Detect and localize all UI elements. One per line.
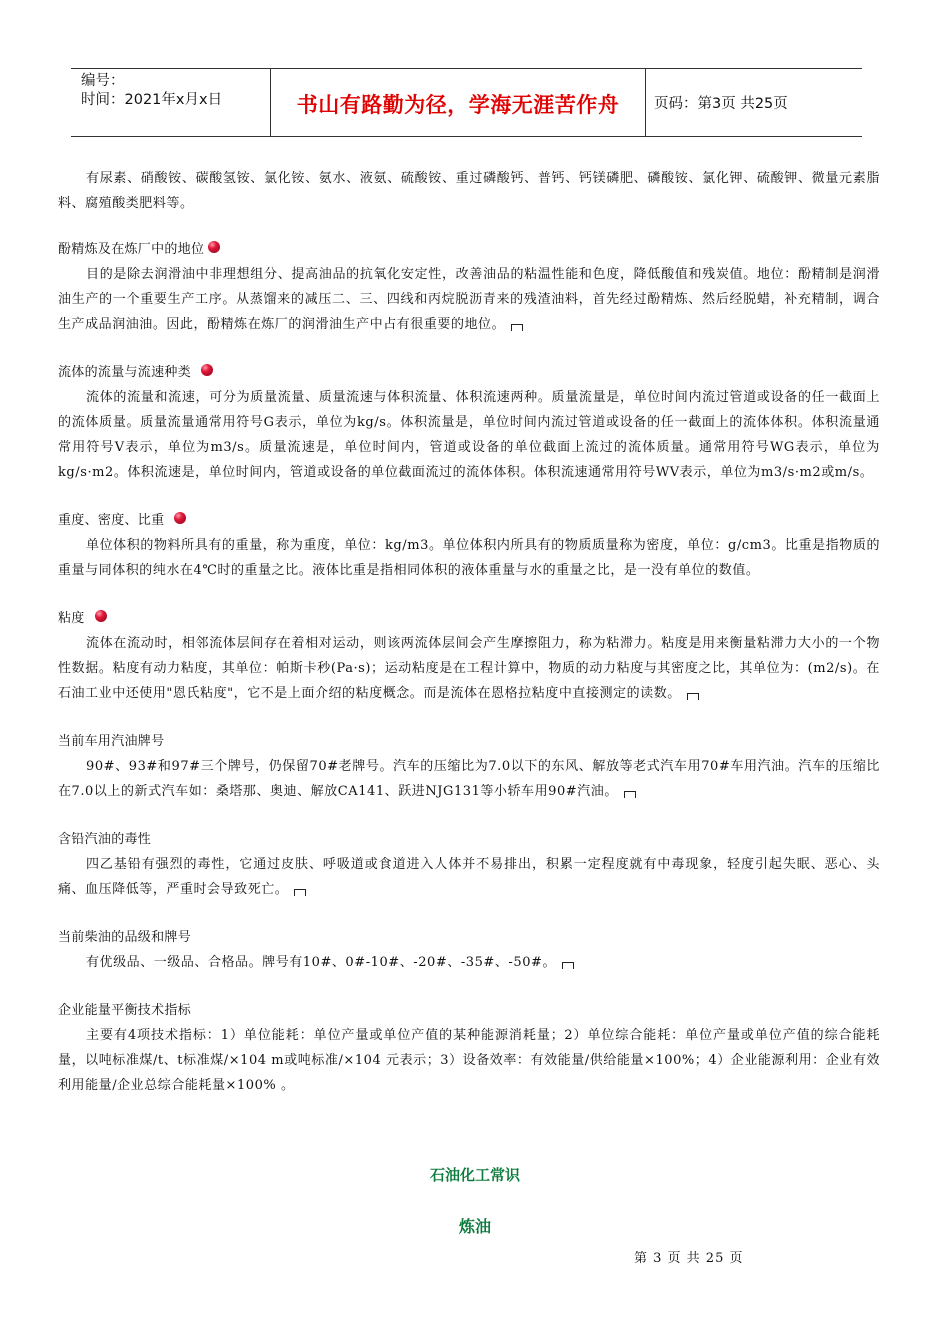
section-title: 企业能量平衡技术指标	[58, 1003, 192, 1018]
section-body: 流体在流动时，相邻流体层间存在着相对运动，则该两流体层间会产生摩擦阻力，称为粘滞力。粘度是用来衡量粘滞力大小的一个物性数据。粘度有动力粘度，其单位：帕斯卡秒(Pa·s)；运动粘度是在工程计算中，物质的动力粘度与其密度之比，其单位为：(m2/s)。在石油工业中还使用"恩氏粘度"，它不是上面介绍的粘度概念。而是流体在恩格拉粘度中直接测定的读数。	[58, 636, 880, 701]
document-body	[58, 166, 880, 1098]
section-heading	[58, 360, 880, 385]
main-heading: 石油化工常识	[429, 1166, 520, 1184]
number-label: 编号：	[81, 73, 125, 89]
section-body: 有优级品、一级品、合格品。牌号有10#、0#-10#、-20#、-35#、-50#。	[58, 950, 880, 975]
header-motto: 书山有路勤为径，学海无涯苦作舟	[271, 69, 646, 136]
red-bullet-icon	[201, 364, 213, 376]
section-body: 目的是除去润滑油中非理想组分、提高油品的抗氧化安定性，改善油品的粘温性能和色度，降低酸值和残炭值。地位：酚精制是润滑油生产的一个重要生产工序。从蒸馏来的减压二、三、四线和丙烷脱沥青来的残渣油料，首先经过酚精炼、然后经脱蜡，补充精制，调合生产成品润油油。因此，酚精炼在炼厂的润滑油生产中占有很重要的地位。	[58, 267, 880, 332]
red-bullet-icon	[174, 512, 186, 524]
section-body: 四乙基铅有强烈的毒性，它通过皮肤、呼吸道或食道进入人体并不易排出，积累一定程度就有中毒现象，轻度引起失眠、恶心、头痛、血压降低等，严重时会导致死亡。	[58, 857, 880, 897]
section-title: 流体的流量与流速种类	[58, 365, 192, 380]
red-bullet-icon	[95, 610, 107, 622]
header-page-label: 页码：第3页 共25页	[654, 96, 788, 112]
section-body: 流体的流量和流速，可分为质量流量、质量流速与体积流量、体积流速两种。质量流量是，单位时间内流过管道或设备的任一截面上的流体质量。质量流量通常用符号G表示，单位为kg/s。体积流量是，单位时间内流过管道或设备的任一截面上的流体体积。体积流量通常用符号V表示，单位为m3/s。质量流速是，单位时间内，管道或设备的单位截面上流过的流体质量。通常用符号WG表示，单位为kg/s·m2。体积流速是，单位时间内，管道或设备的单位截面流过的流体体积。体积流速通常用符号WV表示，单位为m3/s·m2或m/s。	[58, 390, 880, 480]
section-title: 重度、密度、比重	[58, 513, 165, 528]
section-heading	[58, 998, 880, 1023]
return-mark-icon	[511, 324, 523, 331]
time-label: 时间：2021年x月x日	[81, 92, 223, 108]
section-title: 含铅汽油的毒性	[58, 832, 152, 847]
red-bullet-icon	[208, 241, 220, 253]
section-body: 主要有4项技术指标：1）单位能耗：单位产量或单位产值的某种能源消耗量；2）单位综合能耗：单位产量或单位产值的综合能耗量，以吨标准煤/t、t标准煤/×104 m或吨标准/×104 元表示；3）设备效率：有效能量/供给能量×100%；4）企业能源利用：企业有效利用能量/企业总综合能耗量×100% 。	[58, 1028, 880, 1093]
sub-heading: 炼油	[458, 1217, 491, 1236]
return-mark-icon	[624, 791, 636, 798]
return-mark-icon	[687, 693, 699, 700]
section-heading	[58, 827, 880, 852]
intro-paragraph: 有尿素、硝酸铵、碳酸氢铵、氯化铵、氨水、液氨、硫酸铵、重过磷酸钙、普钙、钙镁磷肥、磷酸铵、氯化钾、硫酸钾、微量元素脂料、腐殖酸类肥料等。	[58, 171, 880, 211]
page-header	[71, 68, 862, 137]
section-heading	[58, 925, 880, 950]
header-meta	[71, 69, 271, 136]
section-heading	[58, 237, 880, 262]
section-body: 单位体积的物料所具有的重量，称为重度，单位：kg/m3。单位体积内所具有的物质质量称为密度，单位：g/cm3。比重是指物质的重量与同体积的纯水在4℃时的重量之比。液体比重是指相同体积的液体重量与水的重量之比，是一没有单位的数值。	[58, 538, 880, 578]
section-heading	[58, 508, 880, 533]
return-mark-icon	[294, 889, 306, 896]
section-heading	[58, 606, 880, 631]
section-title: 当前车用汽油牌号	[58, 734, 165, 749]
section-body: 90#、93#和97#三个牌号，仍保留70#老牌号。汽车的压缩比为7.0以下的东风、解放等老式汽车用70#车用汽油。汽车的压缩比在7.0以上的新式汽车如：桑塔那、奥迪、解放CA141、跃进NJG131等小轿车用90#汽油。	[58, 759, 880, 799]
return-mark-icon	[562, 962, 574, 969]
section-title: 当前柴油的品级和牌号	[58, 930, 192, 945]
page-footer: 第 3 页 共 25 页	[634, 1251, 744, 1266]
section-heading	[58, 729, 880, 754]
section-title: 粘度	[58, 611, 85, 626]
section-title: 酚精炼及在炼厂中的地位	[58, 242, 205, 257]
